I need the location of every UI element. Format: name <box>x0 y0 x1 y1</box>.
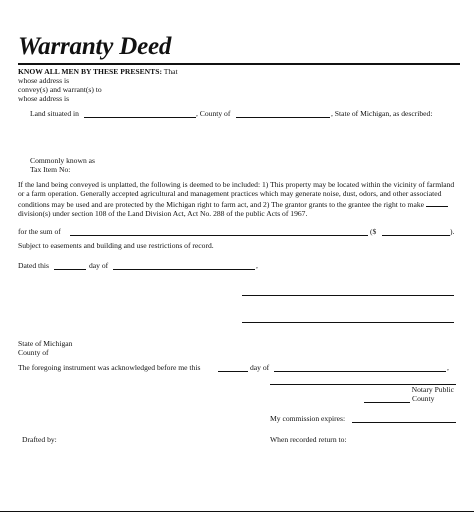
bottom-rule <box>0 511 474 512</box>
state-of-michigan: State of Michigan <box>18 339 73 348</box>
dated-day-of: day of <box>89 261 109 270</box>
conveys-text: convey(s) and warrant(s) to <box>18 85 102 94</box>
acknowledged-text: The foregoing instrument was acknowledged before me this <box>18 363 201 372</box>
unplatted-text-2: division(s) under section 108 of the Land Division Act, Act No. 288 of the public Acts of 1967. <box>18 209 308 219</box>
unplatted-text-1: If the land being conveyed is unplatted, the following is deemed to be included: 1) This property may be located within the vicinity of farmland or a farm operation. Generally accepted agricultural and management practices which may generate noise, dust, odors, and other associated conditions may be used and are protected by the Michigan right to farm act, and 2) The grantor grants to the grantee the right to make <box>18 180 455 209</box>
notary-public-label: Notary Public <box>411 385 454 394</box>
notary-county-field[interactable] <box>364 402 410 403</box>
unplatted-paragraph <box>18 180 458 219</box>
dated-label: Dated this <box>18 261 50 270</box>
sum-amount-field[interactable] <box>382 235 450 236</box>
sum-words-field[interactable] <box>70 235 368 236</box>
sum-paren-open: ($ <box>370 227 377 236</box>
land-situated-field[interactable] <box>84 117 196 118</box>
grantor-signature-line-1[interactable] <box>242 295 454 296</box>
whose-address-1: whose address is <box>18 76 70 85</box>
dated-comma: , <box>256 261 258 270</box>
county-field[interactable] <box>236 117 330 118</box>
acknowledged-day-field[interactable] <box>218 371 248 372</box>
acknowledged-month-field[interactable] <box>274 371 446 372</box>
intro-that: That <box>163 67 178 76</box>
sum-label: for the sum of <box>18 227 61 236</box>
drafted-by-label: Drafted by: <box>22 435 57 444</box>
state-county-label: County of <box>18 348 49 357</box>
acknowledged-comma: , <box>447 363 449 372</box>
grantor-signature-line-2[interactable] <box>242 322 454 323</box>
commission-field[interactable] <box>352 422 456 423</box>
subject-text: Subject to easements and building and use restrictions of record. <box>18 241 214 250</box>
acknowledged-day-of: day of <box>250 363 270 372</box>
document-title: Warranty Deed <box>18 33 172 60</box>
notary-county-label: County <box>412 394 435 403</box>
county-of-label: , County of <box>196 109 231 118</box>
commonly-known-label: Commonly known as <box>30 156 95 165</box>
tax-item-label: Tax Item No: <box>30 165 71 174</box>
dated-month-field[interactable] <box>113 269 255 270</box>
whose-address-2: whose address is <box>18 94 70 103</box>
title-rule <box>18 63 460 65</box>
dated-day-field[interactable] <box>54 269 86 270</box>
sum-paren-close: ). <box>450 227 455 236</box>
recorded-return-label: When recorded return to: <box>270 435 347 444</box>
land-situated-label: Land situated in <box>30 109 79 118</box>
intro-line <box>18 68 178 76</box>
state-label: , State of Michigan, as described: <box>331 109 433 118</box>
intro-lead: KNOW ALL MEN BY THESE PRESENTS: <box>18 67 162 76</box>
divisions-count-field[interactable] <box>426 199 448 207</box>
commission-label: My commission expires: <box>270 414 346 423</box>
